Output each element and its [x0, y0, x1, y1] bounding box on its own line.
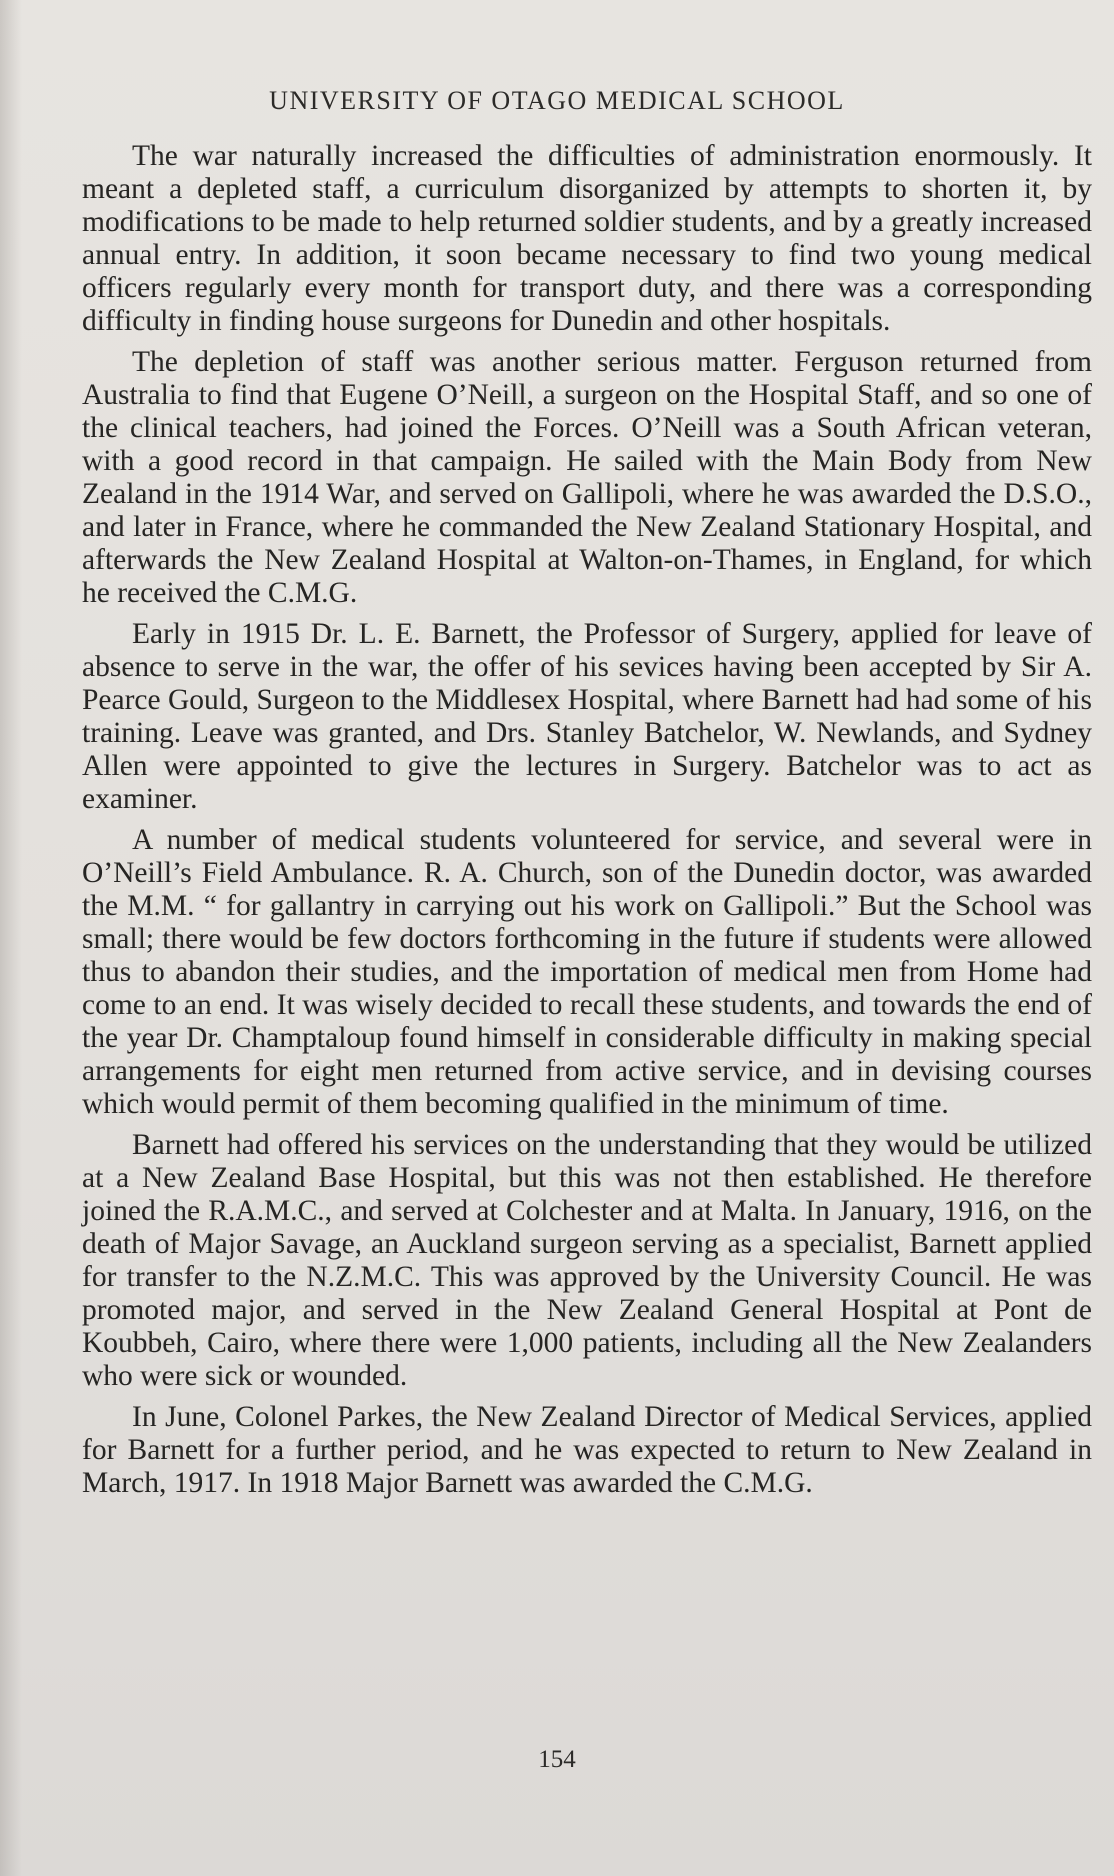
paragraph-5: Barnett had offered his services on the understanding that they would be utilized at a New Zealand Base Hospital, but this was not then established. He therefore joined the R.A.M.C., and served at Colchester and at Malta. In January, 1916, on the death of Major Savage, an Auckland surgeon serving as a specialist, Barnett applied for transfer to the N.Z.M.C. This was approved by the University Council. He was promoted major, and served in the New Zealand General Hospital at Pont de Koubbeh, Cairo, where there were 1,000 patients, including all the New Zealanders who were sick or wounded.: [82, 1129, 1092, 1392]
paragraph-6: In June, Colonel Parkes, the New Zealand Director of Medical Services, applied for Barnett for a further period, and he was expected to return to New Zealand in March, 1917. In 1918 Major Barnett was awarded the C.M.G.: [82, 1401, 1092, 1499]
paragraph-1: The war naturally increased the difficulties of administration enormously. It meant a depleted staff, a curriculum disorganized by attempts to shorten it, by modifications to be made to help returned soldier students, and by a greatly increased annual entry. In addition, it soon became necessary to find two young medical officers regularly every month for transport duty, and there was a corresponding difficulty in finding house surgeons for Dunedin and other hospitals.: [82, 140, 1092, 337]
page-edge-shadow: [0, 0, 22, 1876]
paragraph-2: The depletion of staff was another serious matter. Ferguson returned from Australia to find that Eugene O’Neill, a surgeon on the Hospital Staff, and so one of the clinical teachers, had joined the Forces. O’Neill was a South African veteran, with a good record in that campaign. He sailed with the Main Body from New Zealand in the 1914 War, and served on Gallipoli, where he was awarded the D.S.O., and later in France, where he commanded the New Zealand Stationary Hospital, and afterwards the New Zealand Hospital at Walton-on-Thames, in England, for which he received the C.M.G.: [82, 346, 1092, 609]
running-head: UNIVERSITY OF OTAGO MEDICAL SCHOOL: [269, 86, 845, 115]
paragraph-4: A number of medical students volunteered for service, and several were in O’Neill’s Field Ambulance. R. A. Church, son of the Dunedin doctor, was awarded the M.M. “ for gallantry in carrying out his work on Gallipoli.” But the School was small; there would be few doctors forthcoming in the future if students were allowed thus to abandon their studies, and the importation of medical men from Home had come to an end. It was wisely decided to recall these students, and towards the end of the year Dr. Champtaloup found himself in considerable difficulty in making special arrangements for eight men returned from active service, and in devising courses which would permit of them becoming qualified in the minimum of time.: [82, 824, 1092, 1120]
page-number: 154: [538, 1746, 576, 1773]
paragraph-3: Early in 1915 Dr. L. E. Barnett, the Professor of Surgery, applied for leave of absence to serve in the war, the offer of his sevices having been accepted by Sir A. Pearce Gould, Surgeon to the Middlesex Hospital, where Barnett had had some of his training. Leave was granted, and Drs. Stanley Batchelor, W. Newlands, and Sydney Allen were appointed to give the lectures in Surgery. Batchelor was to act as examiner.: [82, 618, 1092, 815]
body-text: [82, 140, 1092, 1508]
